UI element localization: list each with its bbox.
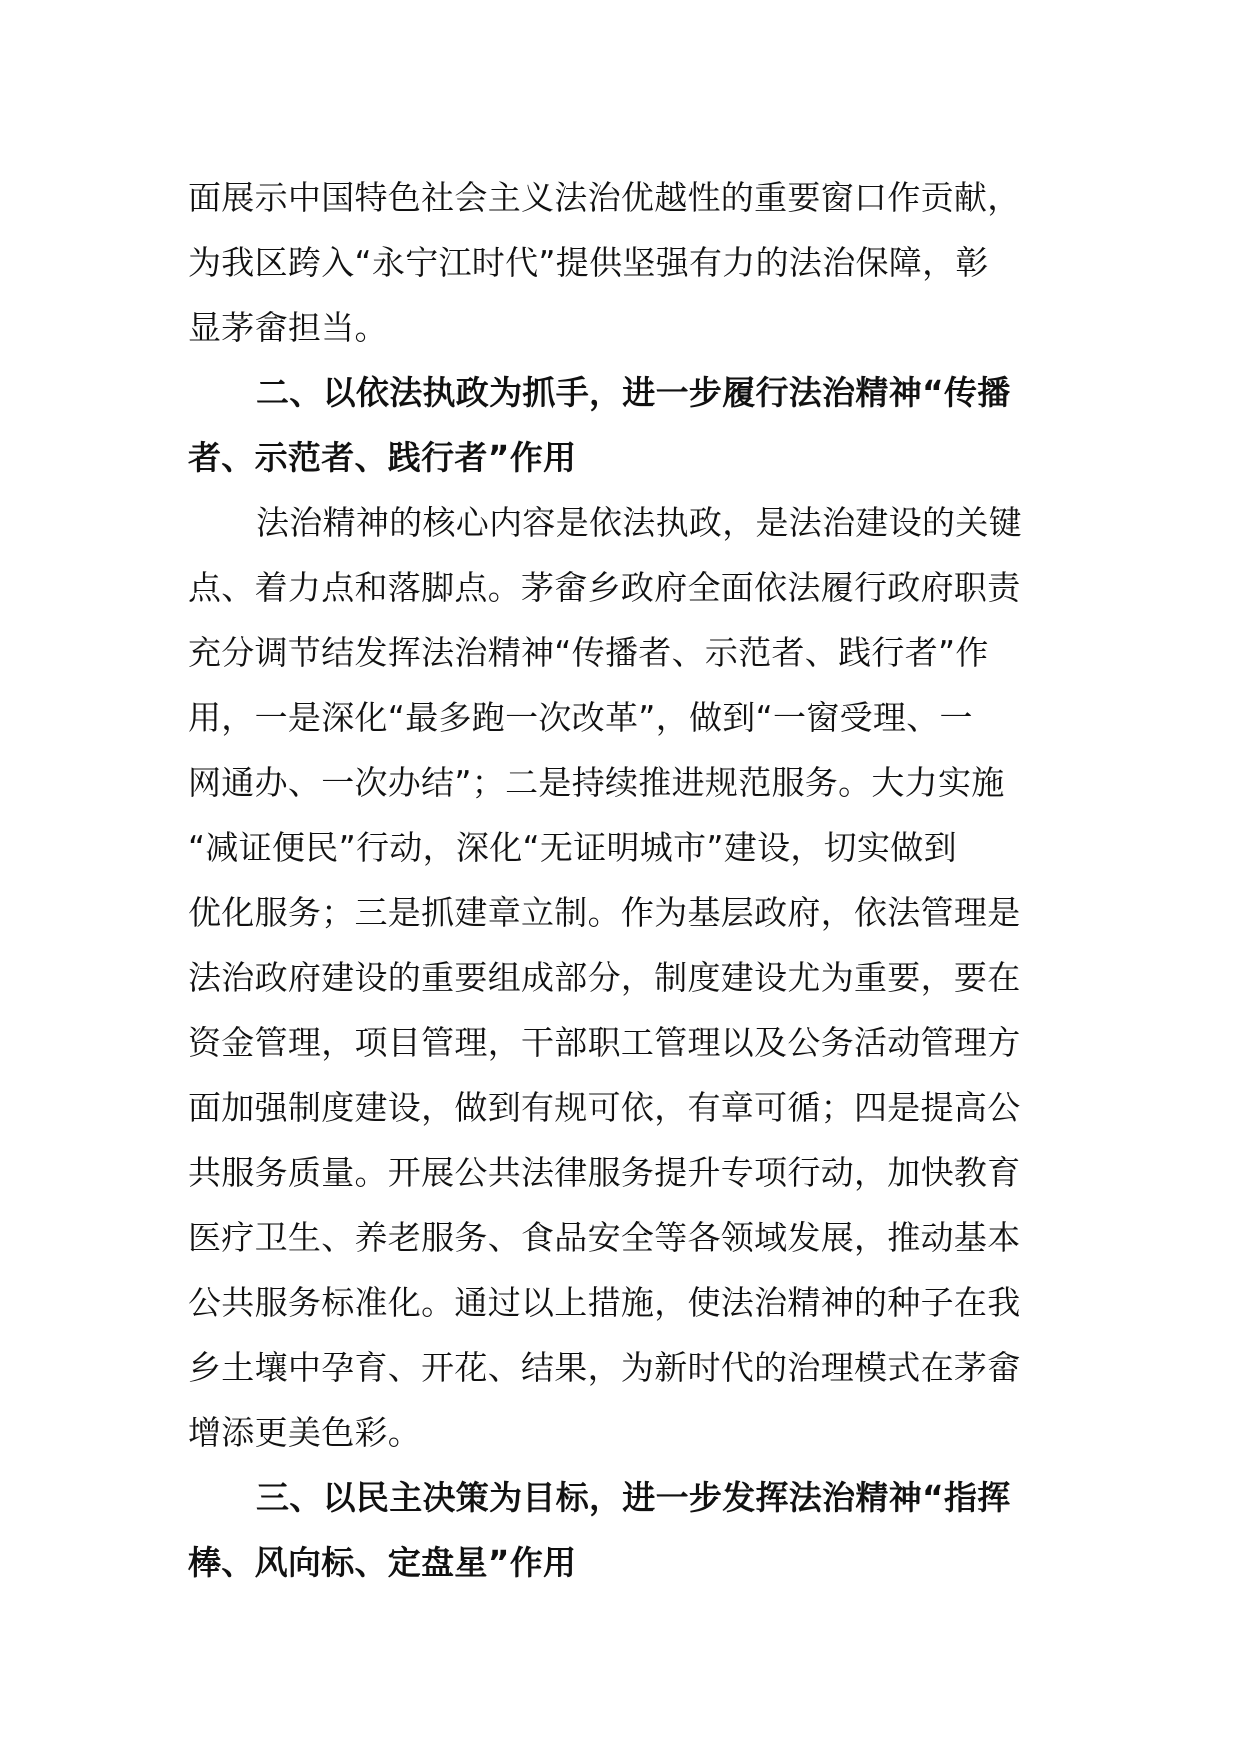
text-line: 优化服务；三是抓建章立制。作为基层政府，依法管理是 <box>188 893 1021 932</box>
heading-line: 者、示范者、践行者”作用 <box>188 438 577 477</box>
text-line: 网通办、一次办结”；二是持续推进规范服务。大力实施 <box>188 763 1005 802</box>
text-line: 医疗卫生、养老服务、食品安全等各领域发展，推动基本 <box>188 1218 1021 1257</box>
text-line: 法治政府建设的重要组成部分，制度建设尤为重要，要在 <box>188 958 1021 997</box>
text-line: 显茅畲担当。 <box>188 308 388 347</box>
text-line: “减证便民”行动，深化“无证明城市”建设，切实做到 <box>188 828 957 867</box>
heading-line: 三、以民主决策为目标，进一步发挥法治精神“指挥 <box>256 1478 1011 1517</box>
text-line: 乡土壤中孕育、开花、结果，为新时代的治理模式在茅畲 <box>188 1348 1021 1387</box>
text-line: 充分调节结发挥法治精神“传播者、示范者、践行者”作 <box>188 633 989 672</box>
text-line: 资金管理，项目管理，干部职工管理以及公务活动管理方 <box>188 1023 1021 1062</box>
text-line: 法治精神的核心内容是依法执政，是法治建设的关键 <box>256 503 1022 542</box>
document-body <box>188 165 1056 1595</box>
text-line: 面加强制度建设，做到有规可依，有章可循；四是提高公 <box>188 1088 1021 1127</box>
section-heading-2 <box>188 360 1056 490</box>
text-line: 增添更美色彩。 <box>188 1413 422 1452</box>
text-line: 点、着力点和落脚点。茅畲乡政府全面依法履行政府职责 <box>188 568 1021 607</box>
section-heading-3 <box>188 1465 1056 1595</box>
heading-line: 二、以依法执政为抓手，进一步履行法治精神“传播 <box>256 373 1011 412</box>
text-line: 用，一是深化“最多跑一次改革”，做到“一窗受理、一 <box>188 698 973 737</box>
text-line: 为我区跨入“永宁江时代”提供坚强有力的法治保障，彰 <box>188 243 989 282</box>
text-line: 公共服务标准化。通过以上措施，使法治精神的种子在我 <box>188 1283 1021 1322</box>
text-line: 共服务质量。开展公共法律服务提升专项行动，加快教育 <box>188 1153 1021 1192</box>
heading-line: 棒、风向标、定盘星”作用 <box>188 1543 577 1582</box>
text-line: 面展示中国特色社会主义法治优越性的重要窗口作贡献， <box>188 178 1021 217</box>
paragraph-continuation <box>188 165 1056 360</box>
section-paragraph-2 <box>188 490 1056 1465</box>
